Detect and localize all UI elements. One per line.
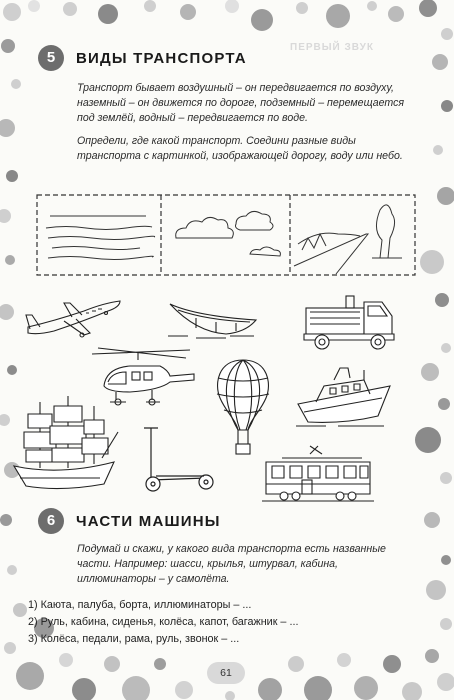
landscape-panels [36,194,416,276]
boat-picture [166,296,262,342]
sky-picture [176,211,281,256]
road-picture [294,205,402,274]
bleed-through-text: ПЕРВЫЙ ЗВУК [290,42,374,53]
page-number: 61 [207,662,245,684]
section-6-title: ЧАСТИ МАШИНЫ [76,513,221,530]
airplane-picture [24,293,124,339]
question-1: 1) Каюта, палуба, борта, иллюминаторы – ... [28,599,252,611]
scooter-picture [140,424,220,494]
question-list [28,597,298,648]
tram-picture [262,444,374,504]
hot-air-balloon-picture [212,358,274,458]
ship-picture [294,366,398,428]
water-picture [46,216,155,260]
section-5-paragraph-1: Транспорт бывает воздушный – он передвигается по воздуху, наземный – он движется по дороге, подземный – перемещается под землёй, водный – передвигается по воде. [77,82,405,124]
question-2: 2) Руль, кабина, сиденья, колёса, капот, багажник – ... [28,616,299,628]
section-5-number: 5 [38,45,64,71]
section-5-paragraph-2: Определи, где какой транспорт. Соедини разные виды транспорта с картинкой, изображающей дорогу, воду или небо. [77,135,403,162]
section-6-paragraph: Подумай и скажи, у какого вида транспорта есть названные части. Например: шасси, крылья, штурвал, кабина, иллюминаторы – у самолёта. [77,543,386,585]
truck-picture [302,296,398,354]
sailing-ship-picture [10,392,120,496]
question-3: 3) Колёса, педали, рама, руль, звонок – ... [28,633,240,645]
section-6-number: 6 [38,508,64,534]
section-5-title: ВИДЫ ТРАНСПОРТА [76,50,247,67]
